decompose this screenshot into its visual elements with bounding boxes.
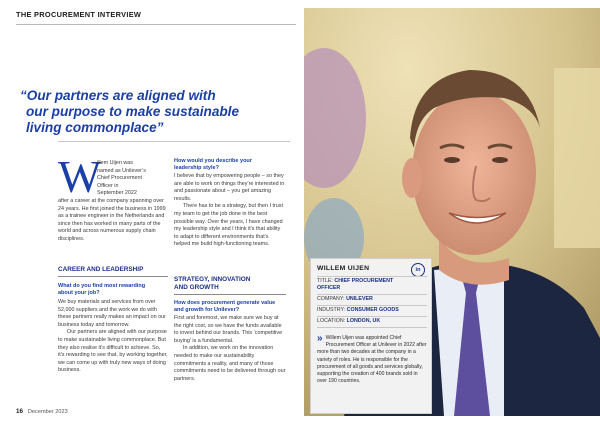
paragraph: First and foremost, we make sure we buy at the right cost, so we have the funds available to invest behind our brands. This ‘competitive buying’ is a fundamental. <box>174 315 283 344</box>
profile-company <box>317 296 427 303</box>
intro-line: Chief Procurement <box>97 175 142 182</box>
linkedin-icon[interactable]: in <box>411 263 425 277</box>
card-divider <box>317 327 427 328</box>
pull-quote-line: our purpose to make sustainable <box>26 104 240 119</box>
question-value: How does procurement generate value and growth for Unilever? <box>174 300 276 314</box>
answer-value <box>174 315 286 383</box>
question-rewarding: What do you find most rewarding about your job? <box>58 283 146 297</box>
field-value: OFFICER <box>317 285 341 292</box>
card-divider <box>317 305 427 306</box>
card-divider <box>317 294 427 295</box>
section-rule <box>174 294 286 295</box>
answer-rewarding <box>58 299 168 375</box>
field-label: TITLE: <box>317 278 333 284</box>
paragraph: We buy materials and services from over 52,000 suppliers and the work we do with these partners really makes an impact on our business today and tomorrow. <box>58 299 166 328</box>
profile-bio <box>317 335 427 385</box>
paragraph: There has to be a strategy, but then I trust my team to get the job done in the best possible way. Over the years, I have changed my leadership style and I think it’s that ability to adapt to different environments that’s helped me build high-functioning teams. <box>174 203 283 248</box>
profile-card <box>310 258 432 414</box>
section-rule <box>58 276 168 277</box>
profile-industry <box>317 307 427 314</box>
pull-quote-line: living commonplace” <box>26 120 164 135</box>
section-heading-career: CAREER AND LEADERSHIP <box>58 266 144 273</box>
paragraph: In addition, we work on the innovation needed to make our sustainability commitments a reality, and many of those commitments need to be delivered through our partners. <box>174 345 286 382</box>
chevron-double-right-icon: » <box>317 333 323 344</box>
intro-line: September 2022 <box>97 190 137 197</box>
intro-lead <box>97 160 167 198</box>
intro-paragraph: after a career at the company spanning over 24 years. He first joined the business in 1999 as a trainee engineer in the Netherlands and since then has worked in many parts of the world and across numerous supply chain disciplines. <box>58 198 166 242</box>
answer-leadership <box>174 173 286 249</box>
paragraph: I believe that by empowering people – so they are able to work on things they’re interested in and passionate about – you get amazing results. <box>174 173 285 202</box>
pull-quote-line: “Our partners are aligned with <box>20 88 216 103</box>
section-heading-line: AND GROWTH <box>174 283 219 291</box>
intro-line: Officer in <box>97 182 119 189</box>
profile-location <box>317 318 427 325</box>
section-heading-strategy <box>174 276 286 291</box>
drop-cap: W <box>58 151 102 202</box>
card-divider <box>317 276 427 277</box>
issue-date: December 2023 <box>27 409 68 415</box>
intro-line: named as Unilever’s <box>97 167 146 174</box>
bio-text: Willem Uijen was appointed Chief Procurement Officer at Unilever in 2022 after more than two decades at the company in a variety of roles. He is responsible for the procurement of all goods and services globally, supporting the creation of 400 brands sold in over 190 countries. <box>317 335 427 385</box>
profile-name: WILLEM UIJEN <box>317 265 370 272</box>
page-footer <box>16 408 68 415</box>
profile-title <box>317 278 427 292</box>
paragraph: Our partners are aligned with our purpose to make sustainable living commonplace. But they also realise it’s difficult to achieve. So, it’s rewarding to see that, by working together, we can come up with truly new ways of doing business. <box>58 329 168 374</box>
field-label: COMPANY: <box>317 296 345 302</box>
card-divider <box>317 316 427 317</box>
quote-divider <box>58 141 290 142</box>
field-value: CHIEF PROCUREMENT <box>334 278 394 284</box>
field-value: UNILEVER <box>346 296 373 302</box>
field-value: LONDON, UK <box>346 318 381 324</box>
page-number: 16 <box>16 408 23 415</box>
section-heading-line: STRATEGY, INNOVATION <box>174 276 251 283</box>
field-label: INDUSTRY: <box>317 307 346 313</box>
question-leadership: How would you describe your leadership style? <box>174 158 252 172</box>
header-rule <box>16 24 296 25</box>
field-label: LOCATION: <box>317 318 346 324</box>
pull-quote <box>20 88 280 136</box>
section-kicker: THE PROCUREMENT INTERVIEW <box>16 10 142 19</box>
intro-line: illem Uijen was <box>97 160 133 166</box>
field-value: CONSUMER GOODS <box>346 307 399 313</box>
